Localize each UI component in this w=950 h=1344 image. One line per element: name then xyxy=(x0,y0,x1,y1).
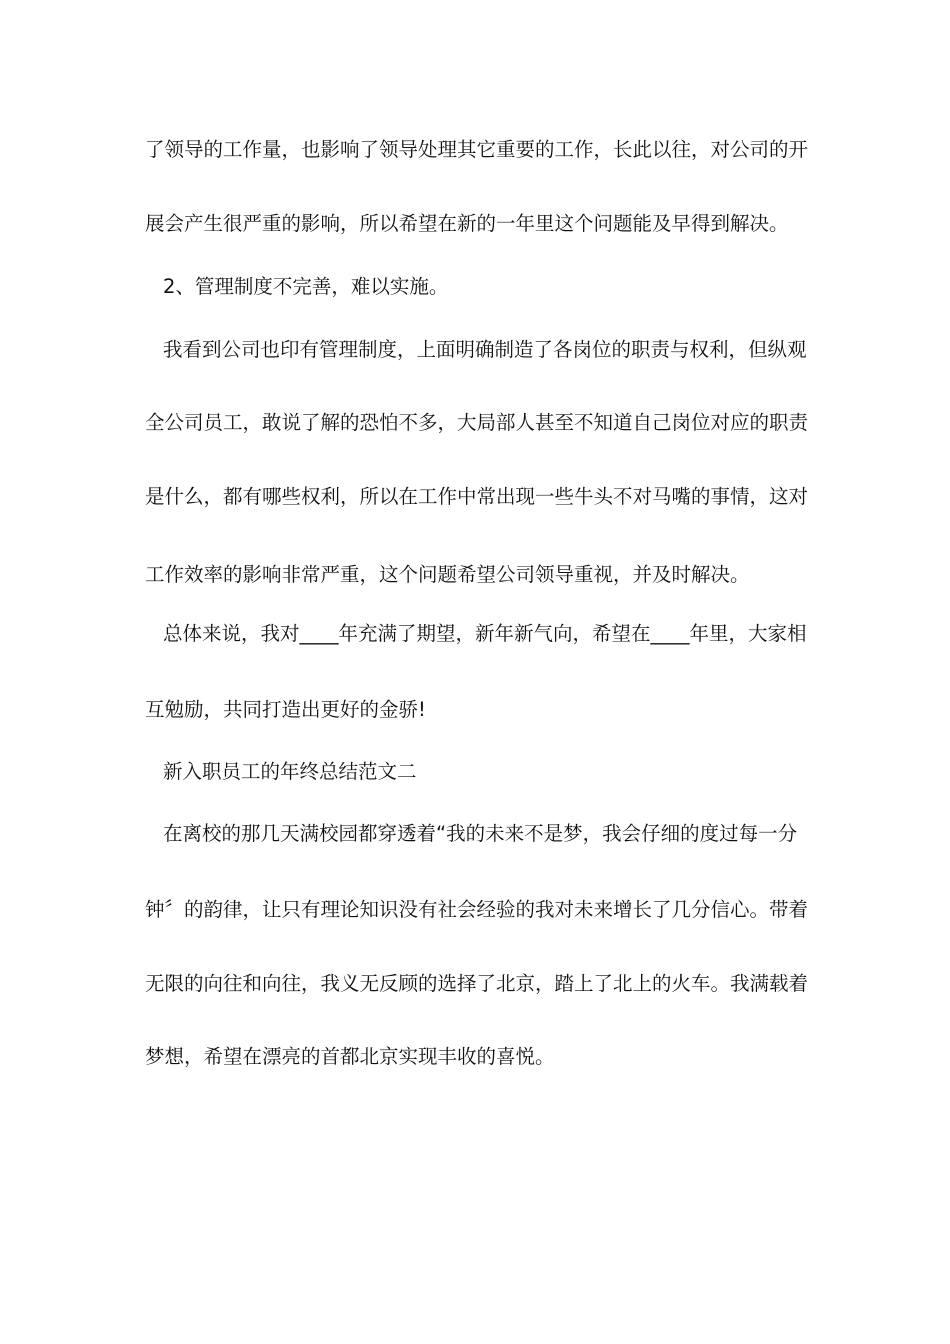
paragraph-line: 全公司员工，敢说了解的恐怕不多，大局部人甚至不知道自己岗位对应的职责 xyxy=(145,411,809,434)
paragraph-line: 梦想，希望在漂亮的首都北京实现丰收的喜悦。 xyxy=(145,1045,555,1068)
section-heading: 2、管理制度不完善，难以实施。 xyxy=(163,275,449,298)
paragraph-line: 在离校的那几天满校园都穿透着“我的未来不是梦，我会仔细的度过每一分 xyxy=(163,822,798,845)
article-title: 新入职员工的年终总结范文二 xyxy=(163,760,417,783)
paragraph-line: 展会产生很严重的影响，所以希望在新的一年里这个问题能及早得到解决。 xyxy=(145,212,789,235)
paragraph-line: 了领导的工作量，也影响了领导处理其它重要的工作，长此以往，对公司的开 xyxy=(145,138,809,161)
paragraph-line: 互勉励，共同打造出更好的金骄! xyxy=(145,698,426,721)
paragraph-line: 工作效率的影响非常严重，这个问题希望公司领导重视，并及时解决。 xyxy=(145,563,750,586)
paragraph-line: 无限的向往和向往，我义无反顾的选择了北京，踏上了北上的火车。我满载着 xyxy=(145,972,809,995)
paragraph-line: 钟〞的韵律，让只有理论知识没有社会经验的我对未来增长了几分信心。带着 xyxy=(145,898,809,921)
paragraph-line: 总体来说，我对____年充满了期望，新年新气向，希望在____年里，大家相 xyxy=(163,622,807,645)
paragraph-line: 是什么，都有哪些权利，所以在工作中常出现一些牛头不对马嘴的事情，这对 xyxy=(145,485,809,508)
paragraph-line: 我看到公司也印有管理制度，上面明确制造了各岗位的职责与权利，但纵观 xyxy=(163,338,807,361)
